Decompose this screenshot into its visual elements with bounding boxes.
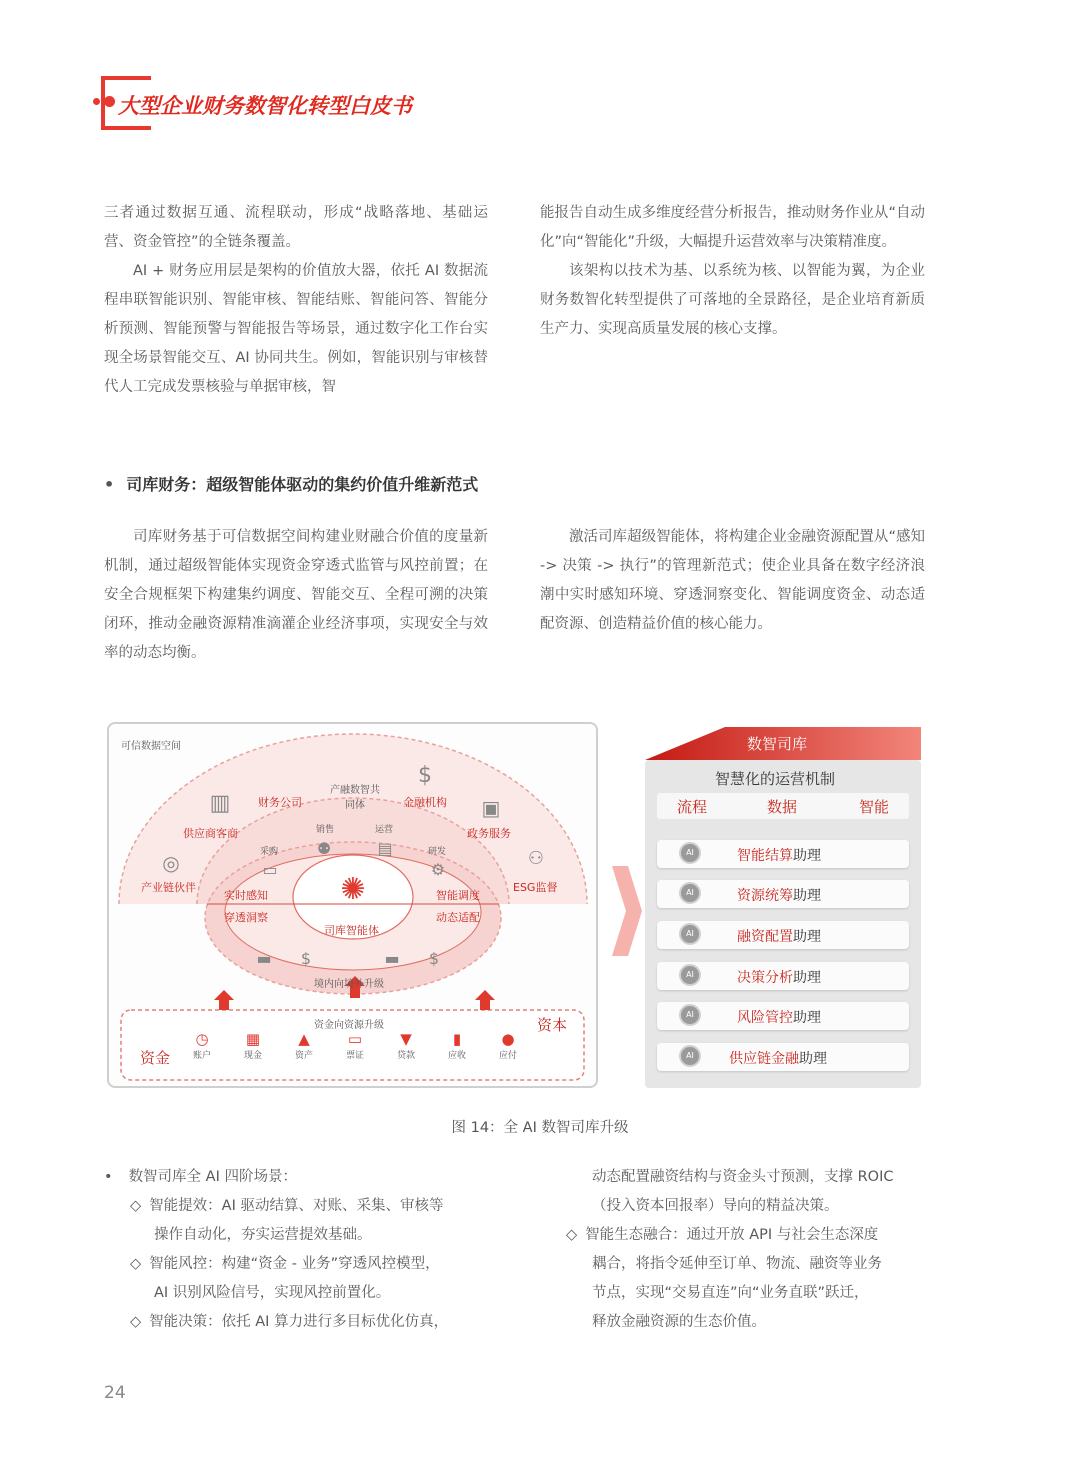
section-right-column (540, 523, 925, 639)
ring-label: 动态适配 (436, 911, 480, 924)
bottom-item: ▮ 应收 (437, 1030, 477, 1061)
outer-label: 财务公司 (258, 796, 302, 809)
inner-upgrade-label: 境内向境外升级 (314, 979, 384, 990)
payable-icon: ● (501, 1030, 515, 1048)
middle-label: 采购 (260, 847, 279, 857)
network-icon: ⚇ (527, 847, 545, 869)
mechanism-tab: 流程 (677, 798, 708, 816)
gears-icon: ⚙ (430, 859, 446, 879)
ring-label: 智能调度 (436, 889, 480, 902)
building-icon: ▥ (209, 790, 231, 816)
bullet-item: ◇ 智能生态融合：通过开放 API 与社会生态深度 (566, 1227, 879, 1243)
chevron-right-icon (612, 866, 642, 956)
document-title: 大型企业财务数智化转型白皮书 (118, 94, 412, 118)
middle-label: 运营 (375, 825, 394, 835)
bottom-item: ▭ 票证 (335, 1030, 375, 1061)
header-dot (104, 96, 115, 107)
mechanism-tab: 数据 (767, 798, 798, 816)
mechanism-title: 智慧化的运营机制 (715, 770, 836, 788)
core-label: 司库智能体 (324, 924, 379, 937)
ai-badge-icon: AI (679, 842, 701, 864)
treasury-title: 数智司库 (747, 735, 808, 753)
card-icon: ▬ (384, 948, 400, 968)
bullets-left (104, 1163, 504, 1337)
bullet-item-cont: 动态配置融资结构与资金头寸预测，支撑 ROIC (592, 1169, 894, 1185)
bullet-item-cont: 耦合，将指令延伸至订单、物流、融资等业务 (592, 1256, 882, 1272)
paragraph: AI + 财务应用层是架构的价值放大器，依托 AI 数据流程串联智能识别、智能审核、智能结账、智能问答、智能分析预测、智能预警与智能报告等场景，通过数字化工作台实现全场景智能交互、AI 协同共生。例如，智能识别与审核替代人工完成发票核验与单据审核，智 (104, 263, 488, 395)
receivable-icon: ▮ (452, 1030, 462, 1048)
clock-icon: ◷ (195, 1030, 209, 1048)
mechanism-tabs (657, 793, 909, 819)
assistant-card: AI 融资配置助理 (657, 921, 909, 949)
paragraph: 能报告自动生成多维度经营分析报告，推动财务作业从“自动化”向“智能化”升级，大幅提升运营效率与决策精准度。 (540, 205, 925, 250)
assistant-card: AI 资源统筹助理 (657, 880, 909, 908)
monitor-icon: ▣ (481, 796, 501, 820)
bullet-item-cont: 节点，实现“交易直连”向“业务直联”跃迁， (592, 1285, 869, 1301)
bullets-right (566, 1163, 936, 1337)
ai-badge-icon: AI (679, 882, 701, 904)
outer-label: 产融数智共同体 (330, 785, 380, 811)
ring-label: 穿透洞察 (224, 911, 268, 924)
middle-label: 销售 (316, 825, 335, 835)
assistant-card: AI 风险管控助理 (657, 1002, 909, 1030)
store-icon: ▤ (377, 838, 393, 858)
outer-label: 金融机构 (403, 796, 447, 809)
capital-label: 资本 (537, 1016, 568, 1034)
coin-icon: $ (428, 948, 440, 968)
assistant-card: AI 智能结算助理 (657, 840, 909, 868)
brain-icon: ✺ (340, 871, 366, 907)
mechanism-tab: 智能 (859, 798, 890, 816)
bullet-item: ◇ 智能决策：依托 AI 算力进行多目标优化仿真， (130, 1314, 449, 1330)
page-number: 24 (104, 1383, 126, 1403)
cash-icon: ▦ (245, 1030, 261, 1048)
funds-label: 资金 (140, 1049, 171, 1067)
assistant-card: AI 供应链金融助理 (657, 1043, 909, 1071)
intro-left-column (104, 199, 488, 402)
figure-caption: 图 14：全 AI 数智司库升级 (451, 1120, 629, 1136)
assets-icon: ▲ (298, 1030, 310, 1048)
coin-icon: $ (300, 948, 312, 968)
bottom-items (182, 1030, 522, 1070)
coin-icon: $ (418, 762, 432, 788)
paragraph: 三者通过数据互通、流程联动，形成“战略落地、基础运营、资金管控”的全链条覆盖。 (104, 205, 488, 250)
bullet-item-cont: 操作自动化，夯实运营提效基础。 (154, 1227, 372, 1243)
bottom-item: ▲ 资产 (284, 1030, 324, 1061)
bullet-item-cont: 释放金融资源的生态价值。 (592, 1314, 766, 1330)
bullet-item-cont: AI 识别风险信号，实现风控前置化。 (154, 1285, 391, 1301)
ai-badge-icon: AI (679, 923, 701, 945)
globe-icon: ◎ (162, 851, 180, 875)
section-heading: • 司库财务：超级智能体驱动的集约价值升维新范式 (104, 475, 479, 494)
truck-icon: ▭ (262, 859, 278, 879)
middle-label: 研发 (428, 847, 447, 857)
ai-badge-icon: AI (679, 1004, 701, 1026)
outer-label: ESG监督 (513, 881, 558, 894)
header-dot (93, 98, 100, 105)
trusted-data-space-label: 可信数据空间 (121, 741, 181, 752)
bottom-item: ● 应付 (488, 1030, 528, 1061)
bullet-lead: • 数智司库全 AI 四阶场景： (104, 1169, 297, 1185)
outer-upgrade-label: 资金向资源升级 (314, 1020, 384, 1031)
outer-label: 供应商客商 (183, 827, 238, 840)
ai-badge-icon: AI (679, 1045, 701, 1067)
card-icon: ▬ (256, 948, 272, 968)
people-icon: ⚉ (316, 838, 332, 858)
intro-right-column (540, 199, 925, 344)
loan-icon: ▼ (400, 1030, 412, 1048)
bottom-item: ◷ 账户 (182, 1030, 222, 1061)
ticket-icon: ▭ (347, 1030, 363, 1048)
ai-badge-icon: AI (679, 964, 701, 986)
bullet-item-cont: （投入资本回报率）导向的精益决策。 (592, 1198, 839, 1214)
ring-label: 实时感知 (224, 889, 268, 902)
bottom-item: ▼ 贷款 (386, 1030, 426, 1061)
outer-label: 政务服务 (467, 827, 511, 840)
outer-label: 产业链伙伴 (141, 881, 196, 894)
paragraph: 激活司库超级智能体，将构建企业金融资源配置从“感知 -> 决策 -> 执行”的管理新范式；使企业具备在数字经济浪潮中实时感知环境、穿透洞察变化、智能调度资金、动态适配资源、创造精益价值的核心能力。 (540, 529, 925, 632)
bottom-item: ▦ 现金 (233, 1030, 273, 1061)
bullet-item: ◇ 智能风控：构建“资金 - 业务”穿透风控模型， (130, 1256, 440, 1272)
paragraph: 司库财务基于可信数据空间构建业财融合价值的度量新机制，通过超级智能体实现资金穿透式监管与风控前置；在安全合规框架下构建集约调度、智能交互、全程可溯的决策闭环，推动金融资源精准滴灌企业经济事项，实现安全与效率的动态均衡。 (104, 529, 488, 661)
bullet-item: ◇ 智能提效：AI 驱动结算、对账、采集、审核等 (130, 1198, 444, 1214)
paragraph: 该架构以技术为基、以系统为核、以智能为翼，为企业财务数智化转型提供了可落地的全景路径，是企业培育新质生产力、实现高质量发展的核心支撑。 (540, 263, 925, 337)
section-left-column (104, 523, 488, 668)
assistant-card: AI 决策分析助理 (657, 962, 909, 990)
